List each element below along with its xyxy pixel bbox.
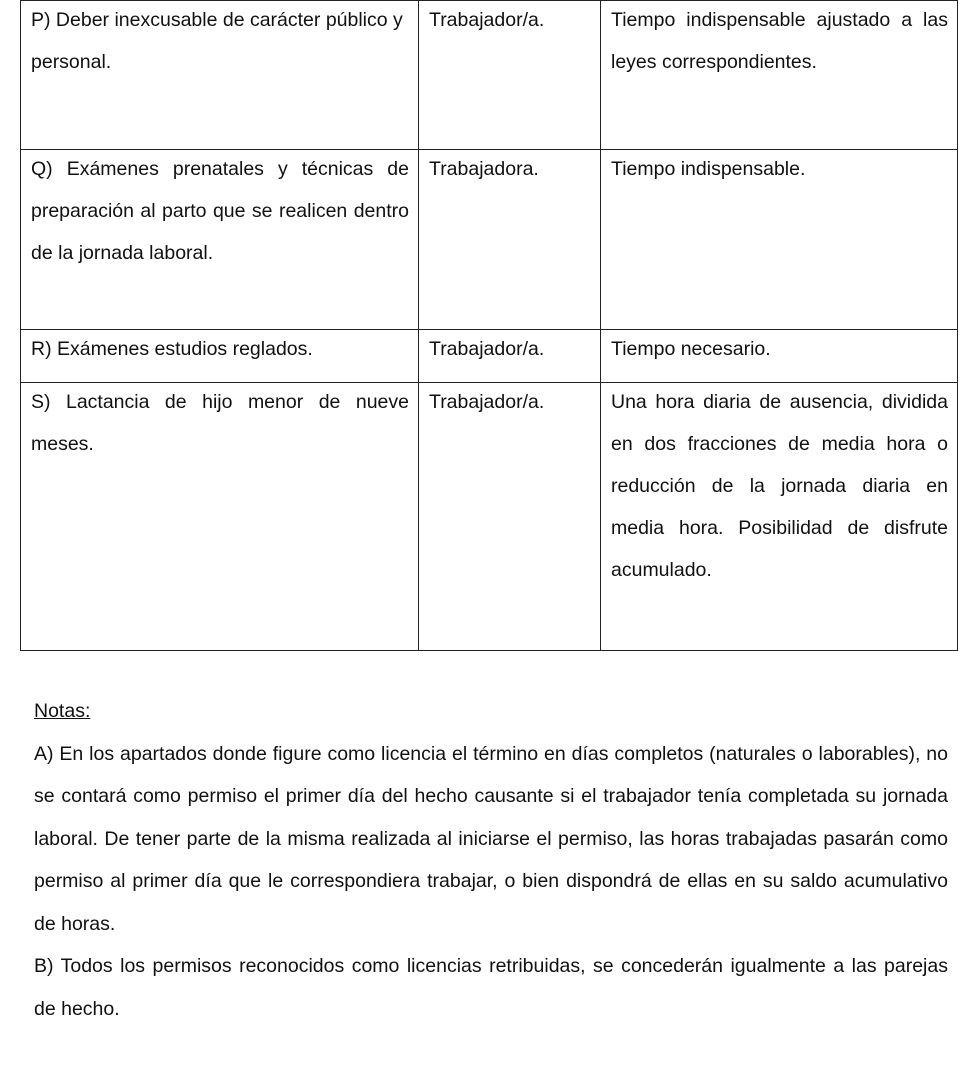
concept-cell <box>21 1 419 150</box>
notes-section <box>34 690 948 1030</box>
permits-table <box>20 0 958 651</box>
concept-text: S) Lactancia de hijo menor de nueve meses. <box>31 391 409 455</box>
beneficiary-text: Trabajadora. <box>429 158 539 180</box>
table-row <box>21 383 958 651</box>
concept-text: Q) Exámenes prenatales y técnicas de preparación al parto que se realicen dentro de la jornada laboral. <box>31 158 409 264</box>
duration-text: Una hora diaria de ausencia, dividida en dos fracciones de media hora o reducción de la jornada diaria en media hora. Posibilidad de disfrute acumulado. <box>611 391 948 581</box>
notes-title: Notas: <box>34 700 91 722</box>
beneficiary-cell <box>419 330 601 383</box>
note-a: A) En los apartados donde figure como licencia el término en días completos (naturales o laborables), no se contará como permiso el primer día del hecho causante si el trabajador tenía completada su jornada laboral. De tener parte de la misma realizada al iniciarse el permiso, las horas trabajadas pasarán como permiso al primer día que le correspondiera trabajar, o bien dispondrá de ellas en su saldo acumulativo de horas. <box>34 742 948 935</box>
duration-text: Tiempo indispensable ajustado a las leyes correspondientes. <box>611 9 948 73</box>
concept-text: R) Exámenes estudios reglados. <box>31 338 313 360</box>
duration-text: Tiempo necesario. <box>611 338 771 360</box>
duration-cell <box>601 1 958 150</box>
table-row <box>21 150 958 330</box>
duration-cell <box>601 330 958 383</box>
concept-cell <box>21 150 419 330</box>
concept-text: P) Deber inexcusable de carácter público y personal. <box>31 9 403 73</box>
note-b: B) Todos los permisos reconocidos como licencias retribuidas, se concederán igualmente a las parejas de hecho. <box>34 955 948 1020</box>
concept-cell <box>21 330 419 383</box>
beneficiary-cell <box>419 383 601 651</box>
duration-cell <box>601 383 958 651</box>
beneficiary-cell <box>419 150 601 330</box>
concept-cell <box>21 383 419 651</box>
table-row <box>21 1 958 150</box>
duration-cell <box>601 150 958 330</box>
beneficiary-text: Trabajador/a. <box>429 391 545 413</box>
table-row <box>21 330 958 383</box>
beneficiary-text: Trabajador/a. <box>429 338 545 360</box>
duration-text: Tiempo indispensable. <box>611 158 806 180</box>
beneficiary-cell <box>419 1 601 150</box>
beneficiary-text: Trabajador/a. <box>429 9 545 31</box>
